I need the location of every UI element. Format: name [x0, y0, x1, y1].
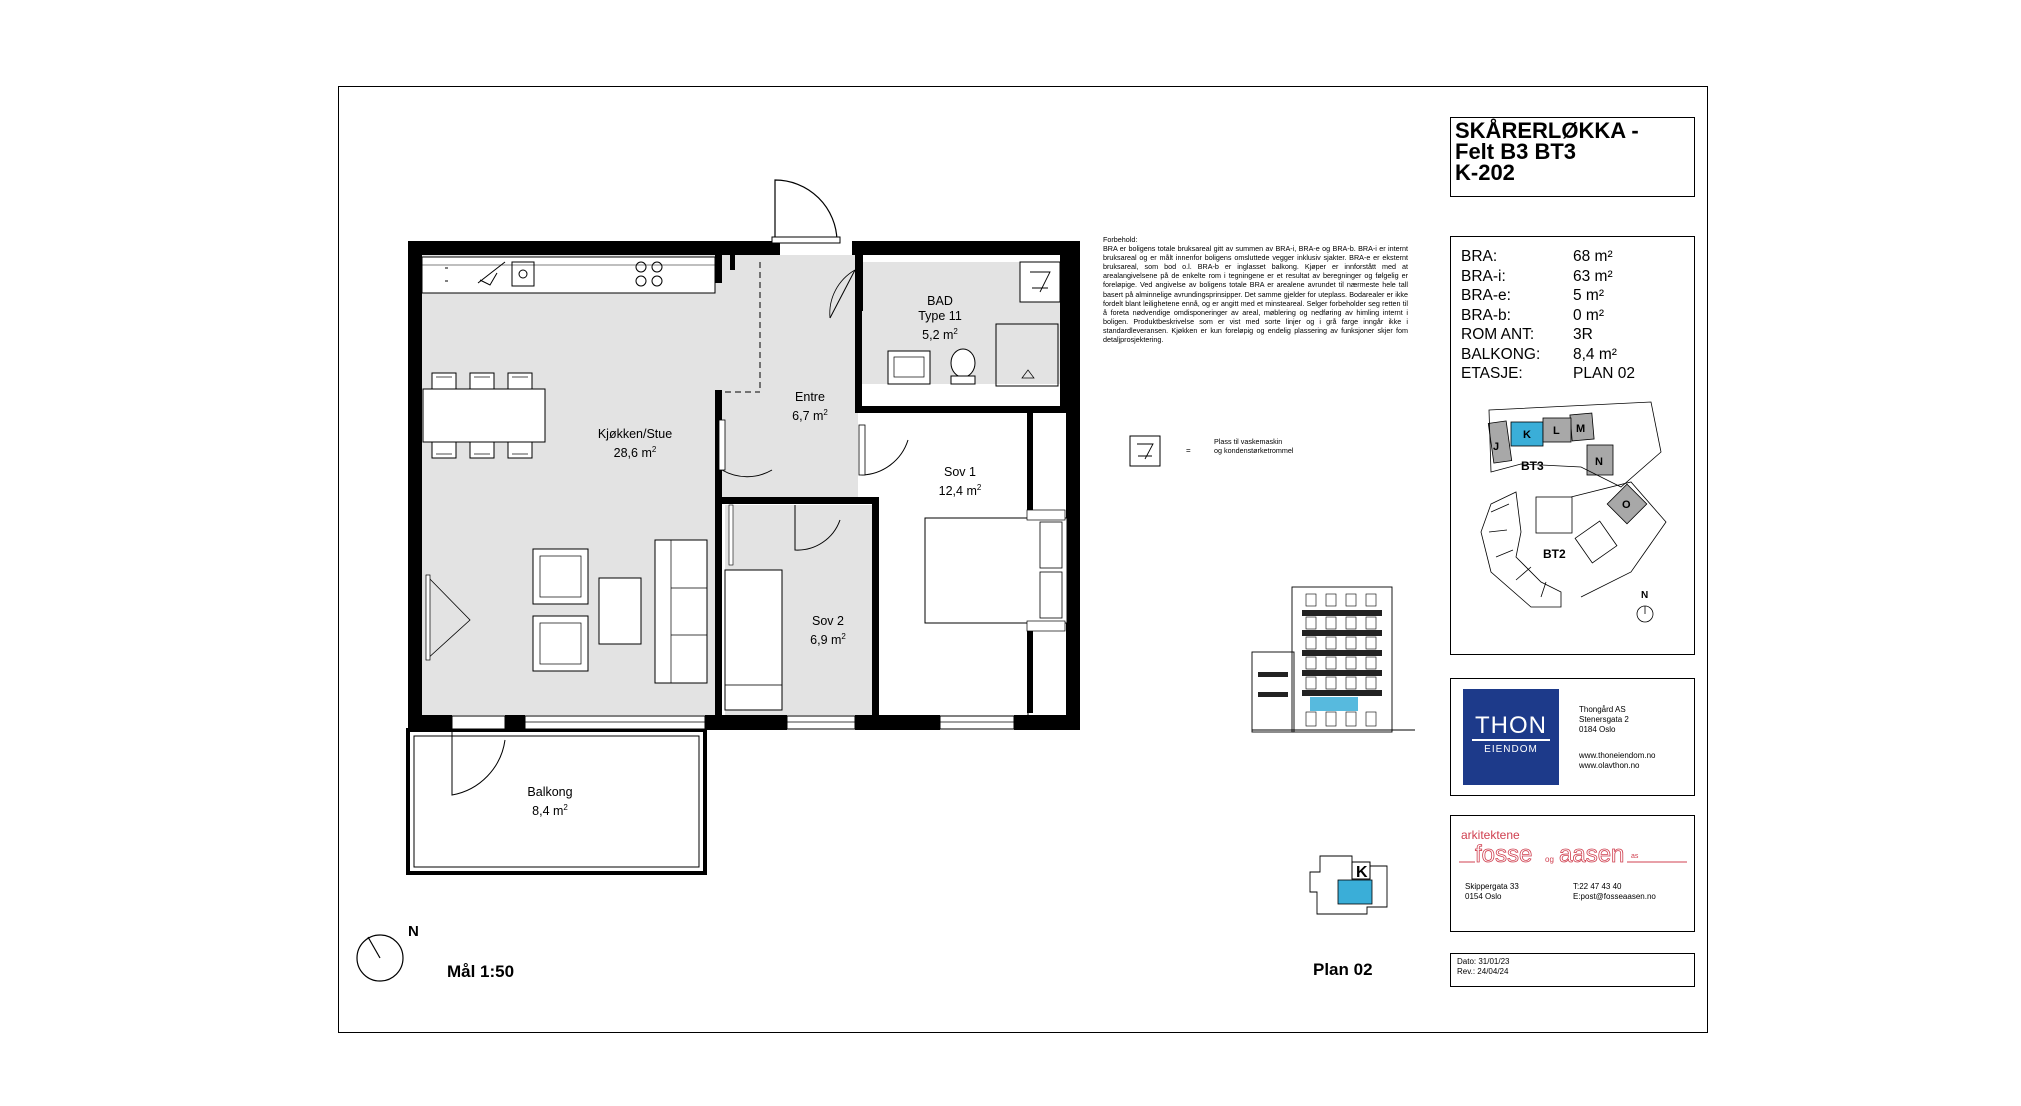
- plan-label: Plan 02: [1313, 960, 1373, 979]
- thon-box: [1450, 678, 1695, 796]
- entry-door-swing: [775, 180, 837, 241]
- architect-contact: T:22 47 43 40 E:post@fosseaasen.no: [1573, 882, 1656, 901]
- kitchen-counter: [422, 257, 715, 293]
- svg-text:J: J: [1493, 441, 1500, 453]
- svg-text:BT2: BT2: [1543, 547, 1566, 561]
- armchair-1: [533, 549, 588, 604]
- legend-text: Plass til vaskemaskin og kondenstørketrommel: [1214, 437, 1294, 455]
- disclaimer: Forbehold: BRA er boligens totale bruksareal gitt av summen av BRA-i, BRA-e og BRA-b. BRA-i er internt bruksareal og er målt innenfor boligens omsluttede vegger inklusiv sjakter. BRA-e er eksternt bruksareal, som bod o.l. BRA-b er inglasset balkong. Kjøper er innforstått med at arealangivelsene på de enkelte rom i tegningene er et resultat av beregninger og følgelig er foreløpige. Ved angivelse av boligens totale BRA er arealene avrundet til nærmeste hele tall basert på alminnelige avrundingsprinsipper. Det samme gjelder for uteplass. Bodarealer er ikke fordelt blant leilighetene ennå, og er angitt med et minsteareal. Selger forbeholder seg retten til å foreta nødvendige omdisponeringer av areal, møblering og nedføring av himling internt i boligen. Produktbeskrivelse som er vist med sorte linjer og i grå farge inngår ikke i standardleveransen. Kjøkken er kun foreløpig og endelig plassering av funksjoner skjer fom detaljprosjektering.: [1103, 235, 1408, 345]
- svg-text:aasen: aasen: [1559, 842, 1625, 868]
- title-block: SKÅRERLØKKA - Felt B3 BT3 K-202: [1450, 117, 1695, 197]
- double-bed: [925, 518, 1067, 623]
- washer-legend-icon: [1128, 434, 1168, 468]
- building-elevation: [1250, 582, 1420, 737]
- key-plan-label: K: [1356, 864, 1368, 881]
- room-label-kitchen: Kjøkken/Stue 28,6 $m^2$: [597, 427, 673, 461]
- svg-text:L: L: [1553, 425, 1560, 437]
- toilet: [951, 349, 975, 377]
- svg-text:N: N: [1595, 456, 1603, 468]
- svg-text:fosse: fosse: [1475, 842, 1533, 868]
- svg-text:BT3: BT3: [1521, 459, 1544, 473]
- legend-equals: =: [1186, 446, 1191, 455]
- thon-web: www.thoneiendom.no www.olavthon.no: [1579, 751, 1656, 770]
- coffee-table: [599, 578, 641, 644]
- architect-top: arkitektene: [1461, 828, 1520, 842]
- scale-label: Mål 1:50: [447, 962, 515, 981]
- svg-text:og: og: [1545, 855, 1554, 864]
- room-label-sov1: Sov 1 12,4 $m^2$: [938, 465, 982, 499]
- single-bed: [725, 570, 782, 710]
- architect-logo: [1455, 842, 1693, 868]
- sofa: [655, 540, 707, 683]
- area-table: BRA: 68 m² BRA-i: 63 m² BRA-e: 5 m² BRA-b: 0 m² ROM ANT: 3R BALKONG: 8,4 m² ETASJE: PLAN 02: [1461, 248, 1636, 382]
- highlighted-unit: [1310, 697, 1358, 711]
- balcony-door-swing: [452, 730, 505, 795]
- dining-table: [423, 389, 545, 442]
- room-label-balkong: Balkong 8,4 $m^2$: [527, 785, 573, 819]
- svg-text:as: as: [1631, 853, 1639, 860]
- svg-text:O: O: [1622, 499, 1631, 511]
- sov1-door-swing: [862, 425, 908, 475]
- key-plan: [1302, 852, 1412, 920]
- thon-logo: THON EIENDOM: [1463, 689, 1559, 785]
- thon-address: Thongård AS Stenersgata 2 0184 Oslo: [1579, 705, 1629, 734]
- armchair-2: [533, 616, 588, 671]
- date-box: Dato: 31/01/23 Rev.: 24/04/24: [1450, 953, 1695, 987]
- washer-symbol: [1020, 262, 1060, 302]
- svg-text:N: N: [1641, 590, 1649, 601]
- svg-text:K: K: [1523, 429, 1531, 441]
- info-box: [1450, 236, 1695, 655]
- room-label-bad: BAD Type 11 5,2 $m^2$: [918, 294, 962, 343]
- architect-address: Skippergata 33 0154 Oslo: [1465, 882, 1519, 901]
- room-label-entre: Entre 6,7 $m^2$: [792, 390, 828, 424]
- north-label: N: [408, 923, 419, 940]
- entre-fill: [718, 255, 858, 503]
- room-label-sov2: Sov 2 6,9 $m^2$: [810, 614, 846, 648]
- site-map: [1461, 392, 1689, 647]
- svg-text:M: M: [1576, 423, 1586, 435]
- architect-box: [1450, 815, 1695, 932]
